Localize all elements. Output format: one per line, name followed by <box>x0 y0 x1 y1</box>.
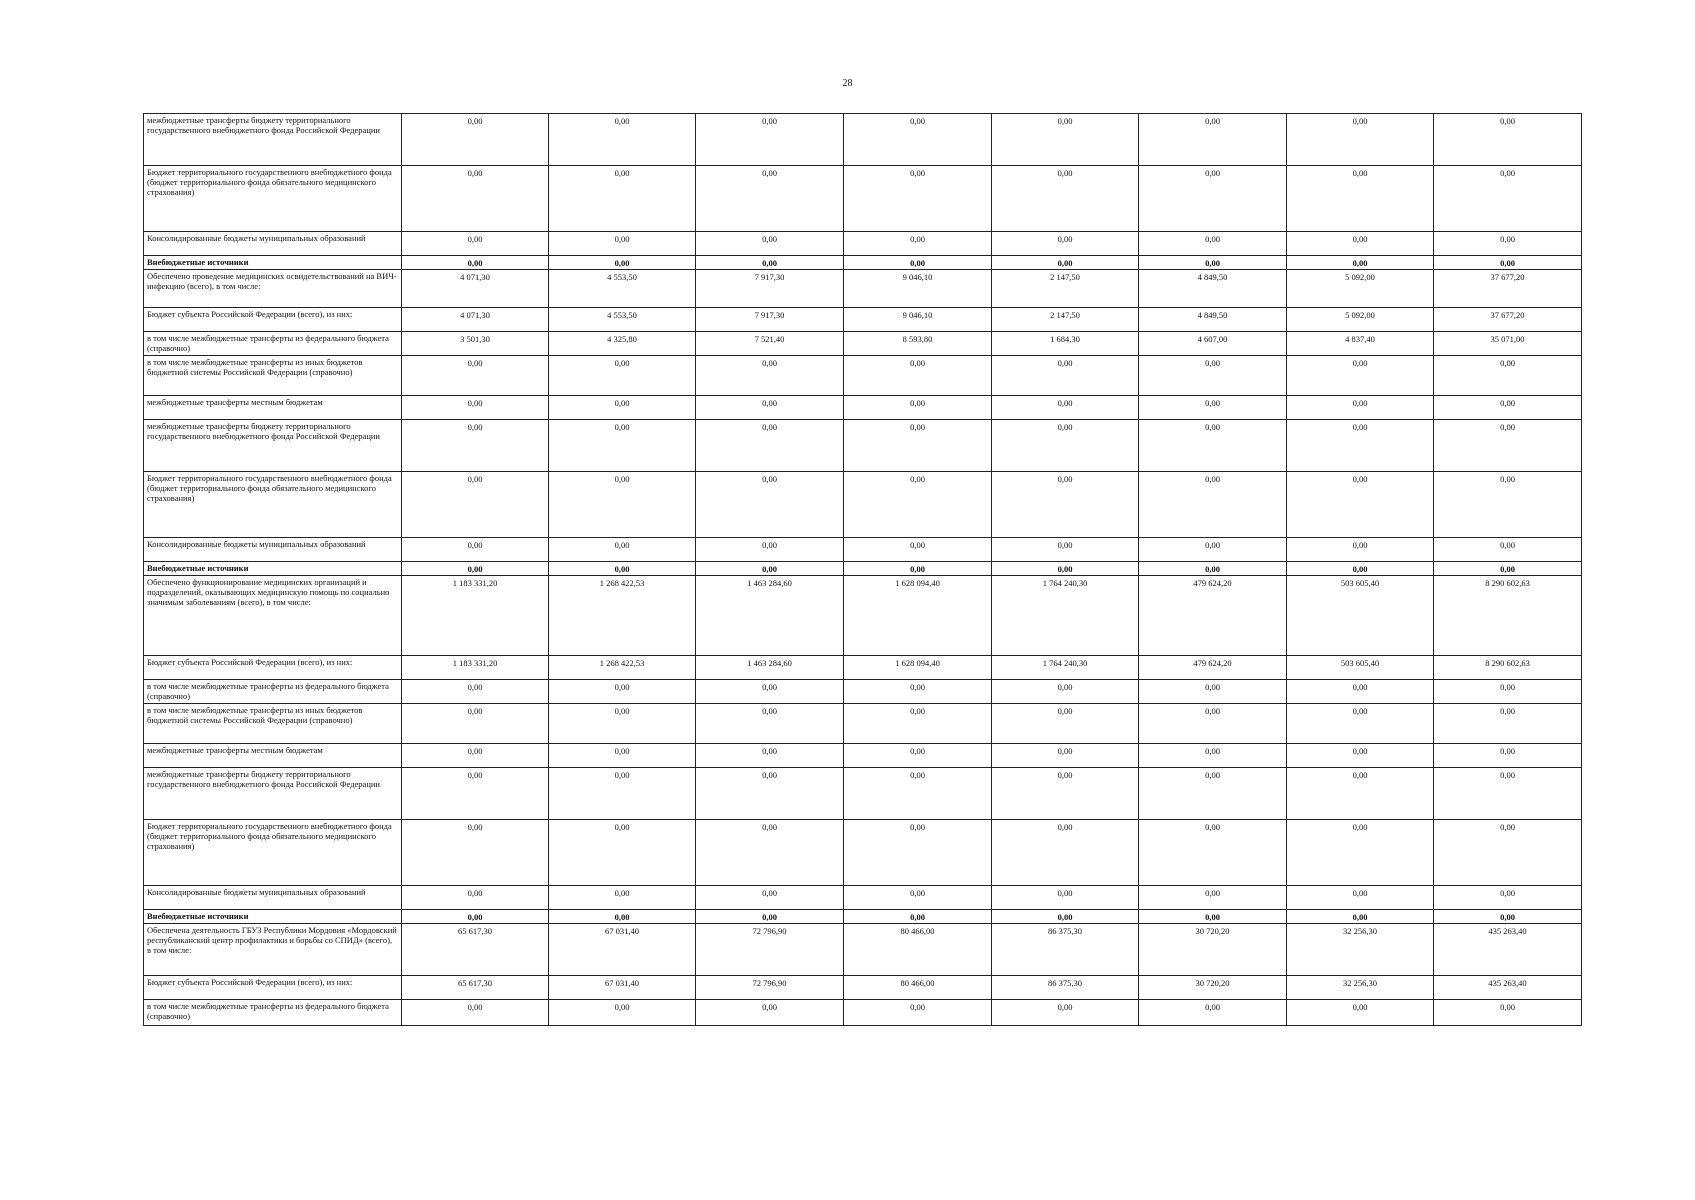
value-cell: 0,00 <box>844 562 992 576</box>
value-cell: 0,00 <box>992 420 1139 472</box>
value-cell: 0,00 <box>696 680 844 704</box>
value-cell: 0,00 <box>1434 680 1582 704</box>
row-label: Бюджет территориального государственного внебюджетного фонда (бюджет территориального фонда обязательного медицинского страхования) <box>144 166 402 232</box>
value-cell: 0,00 <box>992 356 1139 396</box>
row-label: межбюджетные трансферты бюджету территориального государственного внебюджетного фонда Российской Федерации <box>144 114 402 166</box>
table-row <box>144 356 1582 396</box>
value-cell: 0,00 <box>696 114 844 166</box>
value-cell: 37 677,20 <box>1434 308 1582 332</box>
value-cell: 0,00 <box>402 910 549 924</box>
value-cell: 0,00 <box>1139 820 1287 886</box>
value-cell: 0,00 <box>1287 1000 1434 1026</box>
row-label: в том числе межбюджетные трансферты из иных бюджетов бюджетной системы Российской Федерации (справочно) <box>144 356 402 396</box>
table-row <box>144 576 1582 656</box>
page-number: 28 <box>842 78 853 89</box>
value-cell: 1 183 331,20 <box>402 576 549 656</box>
value-cell: 32 256,30 <box>1287 976 1434 1000</box>
value-cell: 0,00 <box>1434 396 1582 420</box>
value-cell: 0,00 <box>844 704 992 744</box>
value-cell: 8 290 602,63 <box>1434 576 1582 656</box>
value-cell: 1 628 094,40 <box>844 576 992 656</box>
value-cell: 0,00 <box>1434 820 1582 886</box>
value-cell: 0,00 <box>402 886 549 910</box>
table-row <box>144 680 1582 704</box>
value-cell: 0,00 <box>1139 744 1287 768</box>
value-cell: 0,00 <box>1434 420 1582 472</box>
value-cell: 0,00 <box>1434 472 1582 538</box>
value-cell: 0,00 <box>1287 562 1434 576</box>
table-row <box>144 232 1582 256</box>
value-cell: 0,00 <box>696 768 844 820</box>
value-cell: 0,00 <box>549 744 696 768</box>
value-cell: 1 628 094,40 <box>844 656 992 680</box>
value-cell: 0,00 <box>1139 232 1287 256</box>
value-cell: 0,00 <box>1434 910 1582 924</box>
value-cell: 0,00 <box>1287 910 1434 924</box>
value-cell: 0,00 <box>1287 680 1434 704</box>
value-cell: 0,00 <box>1434 768 1582 820</box>
value-cell: 0,00 <box>1139 472 1287 538</box>
value-cell: 8 290 602,63 <box>1434 656 1582 680</box>
value-cell: 0,00 <box>402 356 549 396</box>
value-cell: 0,00 <box>696 820 844 886</box>
value-cell: 479 624,20 <box>1139 656 1287 680</box>
row-label: Бюджет субъекта Российской Федерации (всего), из них: <box>144 976 402 1000</box>
value-cell: 4 325,80 <box>549 332 696 356</box>
value-cell: 435 263,40 <box>1434 976 1582 1000</box>
row-label: Консолидированные бюджеты муниципальных образований <box>144 232 402 256</box>
value-cell: 0,00 <box>402 114 549 166</box>
table-row <box>144 924 1582 976</box>
value-cell: 0,00 <box>1434 1000 1582 1026</box>
value-cell: 0,00 <box>696 166 844 232</box>
value-cell: 0,00 <box>402 256 549 270</box>
table-row <box>144 420 1582 472</box>
value-cell: 0,00 <box>1139 1000 1287 1026</box>
value-cell: 1 463 284,60 <box>696 656 844 680</box>
value-cell: 0,00 <box>844 910 992 924</box>
budget-table <box>143 113 1582 1026</box>
value-cell: 0,00 <box>844 166 992 232</box>
value-cell: 0,00 <box>402 820 549 886</box>
value-cell: 0,00 <box>402 538 549 562</box>
value-cell: 30 720,20 <box>1139 924 1287 976</box>
value-cell: 1 268 422,53 <box>549 656 696 680</box>
value-cell: 0,00 <box>696 420 844 472</box>
value-cell: 0,00 <box>1139 886 1287 910</box>
value-cell: 0,00 <box>1287 744 1434 768</box>
value-cell: 0,00 <box>992 472 1139 538</box>
value-cell: 9 046,10 <box>844 270 992 308</box>
value-cell: 0,00 <box>1139 114 1287 166</box>
value-cell: 2 147,50 <box>992 270 1139 308</box>
value-cell: 0,00 <box>402 768 549 820</box>
value-cell: 67 031,40 <box>549 976 696 1000</box>
table-body <box>144 114 1582 1026</box>
value-cell: 0,00 <box>549 538 696 562</box>
value-cell: 0,00 <box>1139 768 1287 820</box>
value-cell: 0,00 <box>549 114 696 166</box>
value-cell: 0,00 <box>402 166 549 232</box>
value-cell: 4 849,50 <box>1139 308 1287 332</box>
row-label: Обеспечено функционирование медицинских организаций и подразделений, оказывающих медицинскую помощь по социально значимым заболеваниям (всего), в том числе: <box>144 576 402 656</box>
value-cell: 0,00 <box>1139 420 1287 472</box>
value-cell: 86 375,30 <box>992 924 1139 976</box>
row-label: межбюджетные трансферты бюджету территориального государственного внебюджетного фонда Российской Федерации <box>144 420 402 472</box>
value-cell: 5 092,00 <box>1287 308 1434 332</box>
table-row <box>144 166 1582 232</box>
table-row <box>144 744 1582 768</box>
value-cell: 7 917,30 <box>696 270 844 308</box>
value-cell: 0,00 <box>696 910 844 924</box>
table-row <box>144 114 1582 166</box>
value-cell: 0,00 <box>844 768 992 820</box>
value-cell: 4 849,50 <box>1139 270 1287 308</box>
table-row <box>144 656 1582 680</box>
value-cell: 0,00 <box>1287 114 1434 166</box>
value-cell: 7 521,40 <box>696 332 844 356</box>
value-cell: 0,00 <box>992 704 1139 744</box>
value-cell: 0,00 <box>844 1000 992 1026</box>
value-cell: 0,00 <box>844 820 992 886</box>
value-cell: 0,00 <box>402 744 549 768</box>
value-cell: 7 917,30 <box>696 308 844 332</box>
value-cell: 0,00 <box>696 396 844 420</box>
value-cell: 435 263,40 <box>1434 924 1582 976</box>
value-cell: 72 796,90 <box>696 976 844 1000</box>
value-cell: 0,00 <box>844 232 992 256</box>
value-cell: 0,00 <box>1287 420 1434 472</box>
value-cell: 0,00 <box>696 232 844 256</box>
value-cell: 0,00 <box>992 256 1139 270</box>
value-cell: 503 605,40 <box>1287 576 1434 656</box>
value-cell: 0,00 <box>1287 472 1434 538</box>
value-cell: 0,00 <box>992 768 1139 820</box>
value-cell: 0,00 <box>992 886 1139 910</box>
value-cell: 0,00 <box>549 910 696 924</box>
table-row <box>144 910 1582 924</box>
value-cell: 0,00 <box>1434 166 1582 232</box>
value-cell: 0,00 <box>1287 232 1434 256</box>
value-cell: 0,00 <box>402 1000 549 1026</box>
value-cell: 0,00 <box>549 256 696 270</box>
value-cell: 4 607,00 <box>1139 332 1287 356</box>
value-cell: 1 764 240,30 <box>992 576 1139 656</box>
value-cell: 479 624,20 <box>1139 576 1287 656</box>
value-cell: 0,00 <box>1434 744 1582 768</box>
table-row <box>144 538 1582 562</box>
value-cell: 0,00 <box>1287 356 1434 396</box>
value-cell: 0,00 <box>992 744 1139 768</box>
value-cell: 0,00 <box>844 680 992 704</box>
value-cell: 0,00 <box>992 562 1139 576</box>
value-cell: 0,00 <box>992 1000 1139 1026</box>
value-cell: 0,00 <box>402 420 549 472</box>
table-row <box>144 562 1582 576</box>
value-cell: 0,00 <box>402 704 549 744</box>
value-cell: 0,00 <box>992 396 1139 420</box>
row-label: Бюджет территориального государственного внебюджетного фонда (бюджет территориального фонда обязательного медицинского страхования) <box>144 820 402 886</box>
value-cell: 0,00 <box>549 396 696 420</box>
row-label: Обеспечено проведение медицинских освидетельствований на ВИЧ-инфекцию (всего), в том числе: <box>144 270 402 308</box>
value-cell: 0,00 <box>1434 356 1582 396</box>
value-cell: 0,00 <box>696 356 844 396</box>
value-cell: 0,00 <box>992 910 1139 924</box>
value-cell: 0,00 <box>1287 820 1434 886</box>
value-cell: 1 183 331,20 <box>402 656 549 680</box>
value-cell: 0,00 <box>402 562 549 576</box>
row-label: межбюджетные трансферты местным бюджетам <box>144 396 402 420</box>
value-cell: 0,00 <box>1139 680 1287 704</box>
value-cell: 0,00 <box>1139 704 1287 744</box>
value-cell: 72 796,90 <box>696 924 844 976</box>
value-cell: 0,00 <box>549 472 696 538</box>
value-cell: 1 684,30 <box>992 332 1139 356</box>
table-row <box>144 704 1582 744</box>
value-cell: 1 268 422,53 <box>549 576 696 656</box>
value-cell: 503 605,40 <box>1287 656 1434 680</box>
value-cell: 4 553,50 <box>549 270 696 308</box>
table-row <box>144 976 1582 1000</box>
value-cell: 0,00 <box>696 744 844 768</box>
value-cell: 0,00 <box>844 356 992 396</box>
value-cell: 0,00 <box>549 1000 696 1026</box>
value-cell: 67 031,40 <box>549 924 696 976</box>
value-cell: 8 593,80 <box>844 332 992 356</box>
value-cell: 0,00 <box>549 680 696 704</box>
value-cell: 0,00 <box>1139 166 1287 232</box>
value-cell: 80 466,00 <box>844 924 992 976</box>
value-cell: 4 553,50 <box>549 308 696 332</box>
value-cell: 0,00 <box>549 562 696 576</box>
value-cell: 0,00 <box>1139 256 1287 270</box>
table-row <box>144 1000 1582 1026</box>
value-cell: 30 720,20 <box>1139 976 1287 1000</box>
value-cell: 0,00 <box>549 166 696 232</box>
row-label: Консолидированные бюджеты муниципальных образований <box>144 886 402 910</box>
table-row <box>144 768 1582 820</box>
value-cell: 0,00 <box>549 704 696 744</box>
value-cell: 65 617,30 <box>402 924 549 976</box>
value-cell: 9 046,10 <box>844 308 992 332</box>
row-label: Внебюджетные источники <box>144 910 402 924</box>
value-cell: 0,00 <box>1287 396 1434 420</box>
value-cell: 65 617,30 <box>402 976 549 1000</box>
row-label: Обеспечена деятельность ГБУЗ Республики Мордовия «Мордовский республиканский центр профилактики и борьбы со СПИД» (всего), в том числе: <box>144 924 402 976</box>
value-cell: 0,00 <box>696 704 844 744</box>
value-cell: 0,00 <box>402 680 549 704</box>
value-cell: 1 463 284,60 <box>696 576 844 656</box>
value-cell: 0,00 <box>1287 256 1434 270</box>
value-cell: 0,00 <box>549 768 696 820</box>
value-cell: 0,00 <box>992 232 1139 256</box>
value-cell: 35 071,00 <box>1434 332 1582 356</box>
row-label: Внебюджетные источники <box>144 256 402 270</box>
value-cell: 0,00 <box>402 396 549 420</box>
value-cell: 0,00 <box>1139 538 1287 562</box>
value-cell: 0,00 <box>1139 562 1287 576</box>
value-cell: 0,00 <box>402 472 549 538</box>
value-cell: 0,00 <box>1434 256 1582 270</box>
value-cell: 4 837,40 <box>1287 332 1434 356</box>
value-cell: 0,00 <box>1287 886 1434 910</box>
row-label: межбюджетные трансферты бюджету территориального государственного внебюджетного фонда Российской Федерации <box>144 768 402 820</box>
value-cell: 2 147,50 <box>992 308 1139 332</box>
value-cell: 0,00 <box>1287 704 1434 744</box>
value-cell: 32 256,30 <box>1287 924 1434 976</box>
value-cell: 0,00 <box>696 256 844 270</box>
value-cell: 0,00 <box>402 232 549 256</box>
value-cell: 0,00 <box>844 114 992 166</box>
value-cell: 0,00 <box>844 538 992 562</box>
value-cell: 0,00 <box>1139 396 1287 420</box>
value-cell: 4 071,30 <box>402 270 549 308</box>
value-cell: 0,00 <box>1434 704 1582 744</box>
value-cell: 0,00 <box>844 886 992 910</box>
value-cell: 0,00 <box>844 744 992 768</box>
value-cell: 0,00 <box>1287 768 1434 820</box>
value-cell: 0,00 <box>1287 166 1434 232</box>
value-cell: 5 092,00 <box>1287 270 1434 308</box>
value-cell: 0,00 <box>844 256 992 270</box>
value-cell: 0,00 <box>1287 538 1434 562</box>
value-cell: 0,00 <box>549 356 696 396</box>
value-cell: 0,00 <box>696 472 844 538</box>
value-cell: 0,00 <box>696 886 844 910</box>
value-cell: 86 375,30 <box>992 976 1139 1000</box>
value-cell: 0,00 <box>844 396 992 420</box>
value-cell: 0,00 <box>992 166 1139 232</box>
value-cell: 0,00 <box>1434 886 1582 910</box>
value-cell: 4 071,30 <box>402 308 549 332</box>
row-label: в том числе межбюджетные трансферты из федерального бюджета (справочно) <box>144 1000 402 1026</box>
row-label: Внебюджетные источники <box>144 562 402 576</box>
table-row <box>144 820 1582 886</box>
value-cell: 80 466,00 <box>844 976 992 1000</box>
value-cell: 0,00 <box>844 420 992 472</box>
value-cell: 37 677,20 <box>1434 270 1582 308</box>
value-cell: 0,00 <box>549 232 696 256</box>
value-cell: 0,00 <box>1434 562 1582 576</box>
value-cell: 0,00 <box>844 472 992 538</box>
value-cell: 0,00 <box>992 820 1139 886</box>
value-cell: 0,00 <box>549 886 696 910</box>
table-row <box>144 308 1582 332</box>
value-cell: 0,00 <box>549 420 696 472</box>
row-label: Консолидированные бюджеты муниципальных образований <box>144 538 402 562</box>
table-row <box>144 270 1582 308</box>
row-label: в том числе межбюджетные трансферты из иных бюджетов бюджетной системы Российской Федерации (справочно) <box>144 704 402 744</box>
row-label: в том числе межбюджетные трансферты из федерального бюджета (справочно) <box>144 680 402 704</box>
table-row <box>144 256 1582 270</box>
row-label: Бюджет субъекта Российской Федерации (всего), из них: <box>144 308 402 332</box>
value-cell: 0,00 <box>992 114 1139 166</box>
value-cell: 0,00 <box>1434 538 1582 562</box>
row-label: Бюджет территориального государственного внебюджетного фонда (бюджет территориального фонда обязательного медицинского страхования) <box>144 472 402 538</box>
value-cell: 0,00 <box>696 562 844 576</box>
row-label: межбюджетные трансферты местным бюджетам <box>144 744 402 768</box>
value-cell: 0,00 <box>549 820 696 886</box>
row-label: в том числе межбюджетные трансферты из федерального бюджета (справочно) <box>144 332 402 356</box>
value-cell: 3 501,30 <box>402 332 549 356</box>
table-row <box>144 396 1582 420</box>
table-row <box>144 472 1582 538</box>
value-cell: 0,00 <box>992 538 1139 562</box>
value-cell: 0,00 <box>696 538 844 562</box>
value-cell: 0,00 <box>1434 114 1582 166</box>
value-cell: 1 764 240,30 <box>992 656 1139 680</box>
table-row <box>144 886 1582 910</box>
value-cell: 0,00 <box>1139 356 1287 396</box>
table-row <box>144 332 1582 356</box>
value-cell: 0,00 <box>1139 910 1287 924</box>
value-cell: 0,00 <box>1434 232 1582 256</box>
value-cell: 0,00 <box>992 680 1139 704</box>
value-cell: 0,00 <box>696 1000 844 1026</box>
row-label: Бюджет субъекта Российской Федерации (всего), из них: <box>144 656 402 680</box>
